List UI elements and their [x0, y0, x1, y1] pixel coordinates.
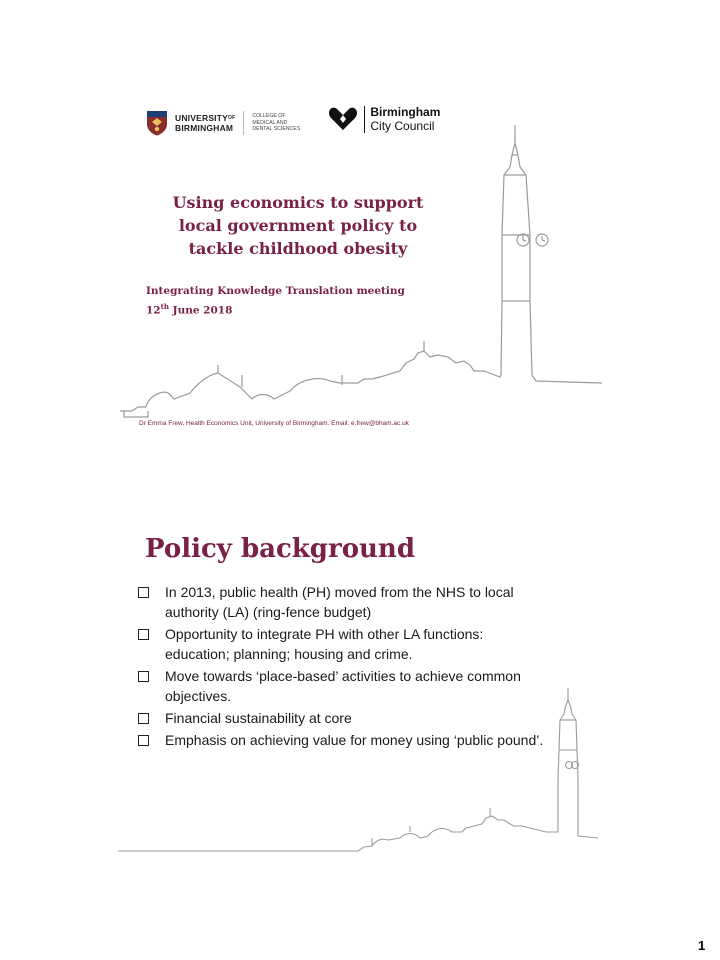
title-slide [118, 95, 602, 440]
council-name-line1: Birmingham [370, 105, 441, 119]
bullet-text: In 2013, public health (PH) moved from the NHS to local authority (LA) (ring-fence budget) [165, 584, 514, 620]
square-bullet-icon [138, 671, 149, 682]
meeting-details [146, 283, 405, 319]
square-bullet-icon [138, 629, 149, 640]
author-credit: Dr Emma Frew, Health Economics Unit, University of Birmingham. Email: e.frew@bham.ac.uk [139, 420, 409, 427]
birmingham-skyline-illustration [118, 95, 602, 440]
bullet-item [138, 666, 548, 706]
title-line-1: Using economics to support [172, 193, 424, 212]
date-month-year: June 2018 [168, 304, 233, 317]
date-day: 12 [146, 304, 161, 317]
title-line-2: local government policy to [178, 216, 418, 235]
square-bullet-icon [138, 735, 149, 746]
meeting-date [146, 299, 405, 319]
bullet-item [138, 730, 548, 750]
bullet-text: Move towards ‘place-based’ activities to achieve common objectives. [165, 668, 521, 704]
bullet-text: Financial sustainability at core [165, 710, 352, 726]
university-name-line1: UNIVERSITY [175, 113, 229, 123]
college-name-line1: COLLEGE OF [252, 113, 286, 120]
square-bullet-icon [138, 713, 149, 724]
bullet-item [138, 582, 548, 622]
college-name-line2: MEDICAL AND [252, 119, 288, 126]
slide-title: Policy background [145, 534, 416, 564]
bullet-item [138, 624, 548, 664]
square-bullet-icon [138, 587, 149, 598]
bullet-text: Opportunity to integrate PH with other LA functions: education; planning; housing and crime. [165, 626, 484, 662]
university-name-line2: BIRMINGHAM [175, 123, 234, 133]
meeting-name: Integrating Knowledge Translation meeting [146, 285, 405, 297]
bullet-text: Emphasis on achieving value for money using ‘public pound’. [165, 732, 544, 748]
page-number: 1 [698, 938, 706, 953]
date-suffix: th [160, 302, 169, 311]
university-name-of: OF [228, 115, 236, 121]
college-name-line3: DENTAL SCIENCES [252, 126, 301, 133]
policy-slide [118, 520, 602, 855]
title-line-3: tackle childhood obesity [188, 239, 408, 258]
presentation-title [148, 191, 448, 260]
council-name-line2: City Council [370, 119, 435, 133]
bullet-item [138, 708, 548, 728]
bullet-list [138, 582, 548, 752]
